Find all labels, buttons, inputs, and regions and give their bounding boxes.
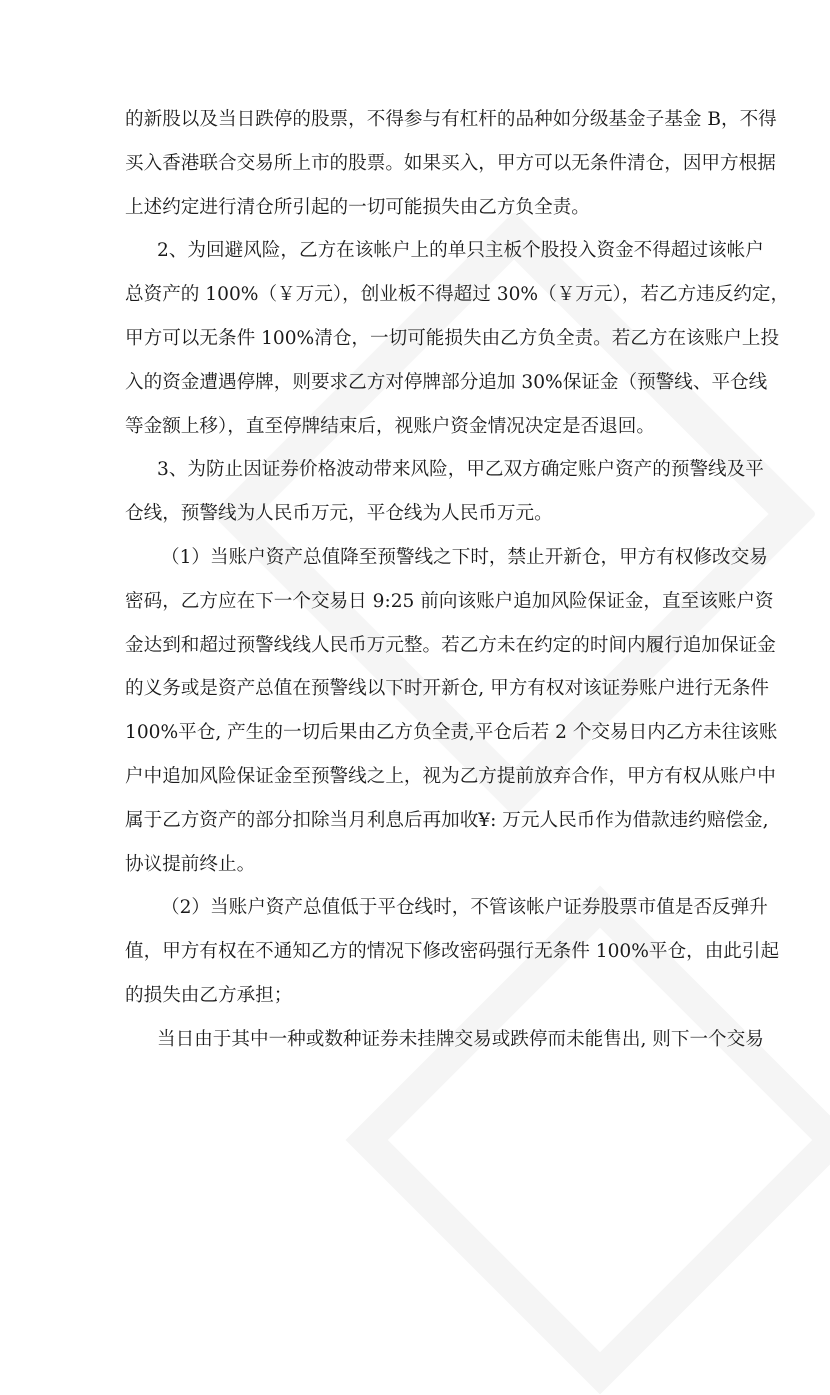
- text-line: 总资产的 100%（￥万元），创业板不得超过 30%（￥万元），若乙方违反约定，: [125, 284, 790, 306]
- text-line: 入的资金遭遇停牌，则要求乙方对停牌部分追加 30%保证金（预警线、平仓线: [125, 371, 768, 393]
- text-line: 属于乙方资产的部分扣除当月利息后再加收¥: 万元人民币作为借款违约赔偿金,: [125, 809, 769, 831]
- text-line: 的损失由乙方承担；: [125, 984, 293, 1006]
- text-line: 协议提前终止。: [125, 853, 256, 875]
- text-line: 的义务或是资产总值在预警线以下时开新仓, 甲方有权对该证券账户进行无条件: [125, 678, 770, 700]
- text-line: 值，甲方有权在不通知乙方的情况下修改密码强行无条件 100%平仓，由此引起: [125, 941, 780, 963]
- text-line: 甲方可以无条件 100%清仓，一切可能损失由乙方负全责。若乙方在该账户上投: [125, 327, 780, 349]
- text-line: 等金额上移），直至停牌结束后，视账户资金情况决定是否退回。: [125, 415, 655, 437]
- text-line: 仓线，预警线为人民币万元，平仓线为人民币万元。: [125, 503, 553, 525]
- clause-2-start: （2）当账户资产总值低于平仓线时，不管该帐户证券股票市值是否反弹升: [161, 897, 768, 919]
- text-line: 的新股以及当日跌停的股票，不得参与有杠杆的品种如分级基金子基金 B，不得: [125, 109, 777, 130]
- document-page: [125, 98, 790, 1062]
- text-line: 金达到和超过预警线线人民币万元整。若乙方未在约定的时间内履行追加保证金: [125, 634, 776, 656]
- text-line: 密码，乙方应在下一个交易日 9:25 前向该账户追加风险保证金，直至该账户资: [125, 590, 774, 612]
- text-line: 户中追加风险保证金至预警线之上，视为乙方提前放弃合作，甲方有权从账户中: [125, 765, 776, 787]
- paragraph-start: 当日由于其中一种或数种证券未挂牌交易或跌停而未能售出, 则下一个交易: [157, 1028, 764, 1050]
- text-line: 买入香港联合交易所上市的股票。如果买入，甲方可以无条件清仓，因甲方根据: [125, 152, 776, 174]
- text-line: 上述约定进行清仓所引起的一切可能损失由乙方负全责。: [125, 196, 590, 218]
- paragraph-3-start: 3、为防止因证券价格波动带来风险，甲乙双方确定账户资产的预警线及平: [157, 459, 764, 481]
- paragraph-2-start: 2、为回避风险，乙方在该帐户上的单只主板个股投入资金不得超过该帐户: [157, 240, 764, 262]
- clause-1-start: （1）当账户资产总值降至预警线之下时，禁止开新仓，甲方有权修改交易: [161, 546, 768, 568]
- text-line: 100%平仓, 产生的一切后果由乙方负全责,平仓后若 2 个交易日内乙方未往该账: [125, 722, 778, 744]
